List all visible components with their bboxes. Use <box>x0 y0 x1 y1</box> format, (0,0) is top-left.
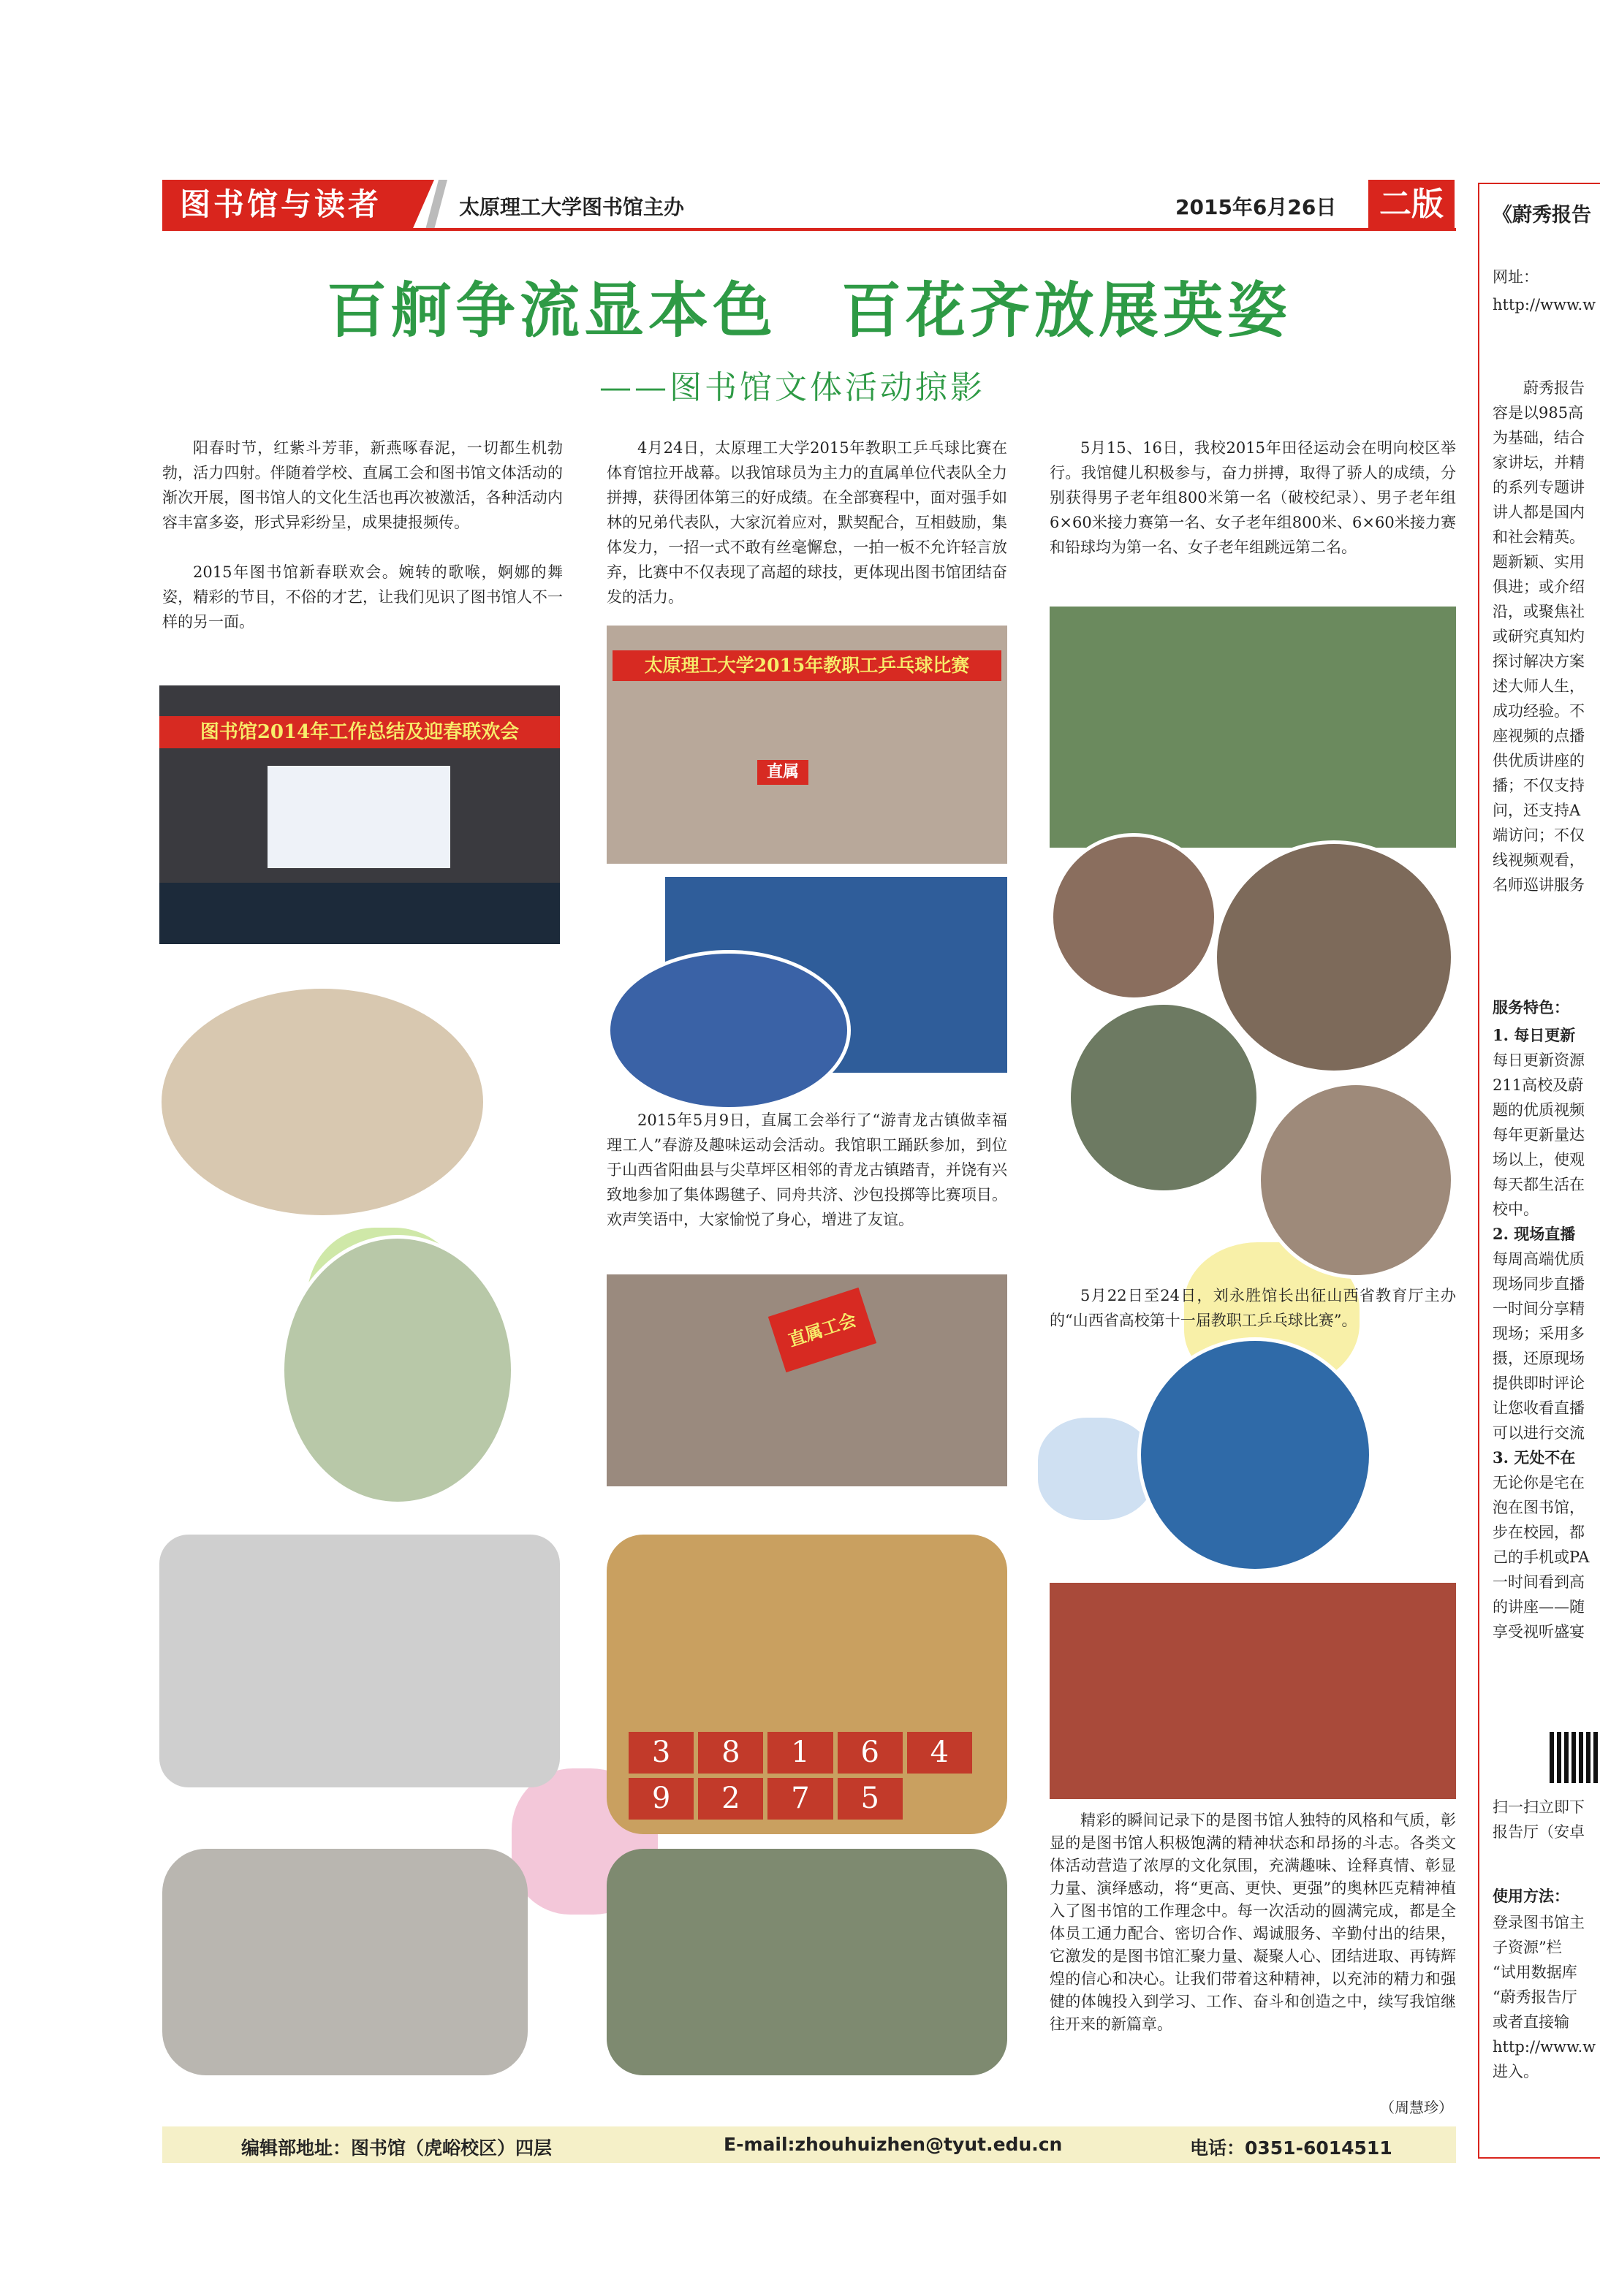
sidebar-line: 进入。 <box>1493 2063 1539 2080</box>
sidebar-line: 享受视听盛宴 <box>1493 1623 1585 1641</box>
photo-director-pingpong <box>1137 1337 1373 1573</box>
sidebar-line: 讲人都是国内 <box>1493 503 1585 521</box>
sidebar-line: 或研究真知灼 <box>1493 628 1585 645</box>
sidebar-line: “试用数据库 <box>1493 1964 1577 1981</box>
sidebar-line: 现场同步直播 <box>1493 1275 1585 1293</box>
sidebar-line: 登录图书馆主 <box>1493 1914 1585 1931</box>
sidebar-line: 每周高端优质 <box>1493 1250 1585 1268</box>
sidebar-line: 无论你是宅在 <box>1493 1474 1585 1491</box>
photo-old-town-walk <box>607 1849 1007 2075</box>
sidebar-line: 的系列专题讲 <box>1493 479 1585 496</box>
sidebar-line: 一时间分享精 <box>1493 1300 1585 1318</box>
sidebar-line: 每年更新量达 <box>1493 1126 1585 1144</box>
photo-spring-gala <box>159 685 560 944</box>
sidebar-line: 可以进行交流 <box>1493 1424 1585 1442</box>
sidebar-line: 的讲座——随 <box>1493 1598 1585 1616</box>
grid-cell: 4 <box>907 1732 972 1774</box>
sidebar-line: 座视频的点播 <box>1493 727 1585 745</box>
sidebar-line: 现场；采用多 <box>1493 1325 1585 1342</box>
sidebar-line: 探讨解决方案 <box>1493 653 1585 670</box>
sidebar-line: 场以上，使观 <box>1493 1151 1585 1168</box>
union-flag: 直属工会 <box>768 1288 876 1372</box>
features-heading: 服务特色： <box>1493 999 1569 1016</box>
masthead-title: 图书馆与读者 <box>180 186 382 222</box>
photo-gym-games <box>607 1535 1007 1834</box>
feature-title: 3. 无处不在 <box>1493 1448 1576 1467</box>
decor-blob-blue <box>1038 1418 1155 1520</box>
edition-badge: 二版 <box>1368 180 1455 229</box>
track-meet-paragraph: 5月15、16日，我校2015年田径运动会在明向校区举行。我馆健儿积极参与，奋力拼搏，取得了骄人的成绩，分别获得男子老年组800米第一名（破校纪录）、男子老年组6×60米接力赛第一名、女子老年组800米、6×60米接力赛和铅球均为第一名、女子老年组跳远第二名。 <box>1050 439 1456 556</box>
grid-cell: 7 <box>767 1778 833 1820</box>
sidebar-line: 子资源”栏 <box>1493 1939 1562 1956</box>
photo-pingpong-player <box>607 950 851 1111</box>
sidebar-line: 蔚秀报告 <box>1523 379 1585 397</box>
column-2 <box>607 436 1007 609</box>
author-signature: （周慧珍） <box>1380 2099 1453 2116</box>
column-3-mid <box>1050 1283 1456 1333</box>
sidebar-line: 泡在图书馆， <box>1493 1499 1585 1516</box>
photo-gala-singers-2 <box>162 1849 528 2075</box>
pingpong-paragraph: 4月24日，太原理工大学2015年教职工乒乓球比赛在体育馆拉开战幕。以我馆球员为主力的直属单位代表队全力拼搏，获得团体第三的好成绩。在全部赛程中，面对强手如林的兄弟代表队，大家沉着应对，默契配合，互相鼓励，集体发力，一招一式不敢有丝毫懈怠，一拍一板不允许轻言放弃，比赛中不仅表现了高超的球技，更体现出图书馆团结奋发的活力。 <box>607 439 1007 606</box>
sidebar-line: 让您收看直播 <box>1493 1399 1585 1417</box>
photo-gala-duet <box>158 985 487 1219</box>
grid-cell: 9 <box>629 1778 694 1820</box>
photo-pingpong-team <box>607 626 1007 864</box>
spring-gala-paragraph: 2015年图书馆新春联欢会。婉转的歌喉，婀娜的舞姿，精彩的节目，不俗的才艺，让我们见识了图书馆人不一样的另一面。 <box>162 563 563 631</box>
photo-relay-runner <box>1067 1001 1260 1194</box>
sidebar-line: 摄，还原现场 <box>1493 1350 1585 1367</box>
grid-cell: 8 <box>698 1732 763 1774</box>
sidebar-intro <box>1493 376 1585 897</box>
sidebar-line: 步在校园，都 <box>1493 1524 1585 1541</box>
sidebar-title: 《蔚秀报告 <box>1493 204 1591 227</box>
spring-outing-paragraph: 2015年5月9日，直属工会举行了“游青龙古镇做幸福理工人”春游及趣味运动会活动。我馆职工踊跃参加，到位于山西省阳曲县与尖草坪区相邻的青龙古镇踏青，并饶有兴致地参加了集体踢毽子、同舟共济、沙包投掷等比赛项目。欢声笑语中，大家愉悦了身心，增进了友谊。 <box>607 1111 1007 1228</box>
sidebar-line: 报告厅（安卓 <box>1493 1823 1585 1841</box>
grid-cell: 2 <box>698 1778 763 1820</box>
sidebar-line: 校中。 <box>1493 1201 1539 1218</box>
grid-cell: 3 <box>629 1732 694 1774</box>
team-sign: 直属 <box>757 760 808 785</box>
photo-gala-performers <box>159 1535 560 1787</box>
sidebar-line: 线视频观看， <box>1493 851 1585 869</box>
feature-title: 1. 每日更新 <box>1493 1026 1576 1044</box>
photo-long-jump <box>1050 607 1456 848</box>
feature-title: 2. 现场直播 <box>1493 1225 1576 1243</box>
gala-banner: 图书馆2014年工作总结及迎春联欢会 <box>159 716 560 748</box>
column-3 <box>1050 436 1456 560</box>
qr-code[interactable] <box>1550 1732 1600 1783</box>
number-grid <box>629 1732 972 1820</box>
sidebar-line: 每日更新资源 <box>1493 1052 1585 1069</box>
sidebar-scan <box>1493 1795 1585 1844</box>
sidebar-line: 播；不仅支持 <box>1493 777 1585 794</box>
column-1 <box>162 436 563 634</box>
sidebar-line[interactable]: http://www.w <box>1493 2038 1596 2056</box>
intro-paragraph: 阳春时节，红紫斗芳菲，新燕啄春泥，一切都生机勃勃，活力四射。伴随着学校、直属工会和图书馆文体活动的渐次开展，图书馆人的文化生活也再次被激活，各种活动内容丰富多姿，形式异彩纷呈，成果捷报频传。 <box>162 439 563 531</box>
photo-sprint-runner <box>1050 833 1218 1001</box>
sidebar-line: 成功经验。不 <box>1493 702 1585 720</box>
sidebar-line: 或者直接输 <box>1493 2013 1569 2031</box>
sidebar-url-label: 网址： <box>1493 268 1539 286</box>
photo-spectators <box>1257 1082 1455 1279</box>
sidebar-line: 端访问；不仅 <box>1493 826 1585 844</box>
sidebar-line: 为基础，结合 <box>1493 429 1585 446</box>
usage-heading: 使用方法： <box>1493 1888 1569 1905</box>
provincial-match-paragraph: 5月22日至24日，刘永胜馆长出征山西省教育厅主办的“山西省高校第十一届教职工乒乓球比赛”。 <box>1050 1287 1456 1329</box>
sidebar-line: 述大师人生， <box>1493 677 1585 695</box>
sidebar-line: 容是以985高 <box>1493 404 1584 422</box>
sidebar-line: 沿，或聚焦社 <box>1493 603 1585 620</box>
footer-phone: 电话：0351-6014511 <box>1190 2137 1392 2159</box>
sidebar-line: “蔚秀报告厅 <box>1493 1988 1577 2006</box>
footer-address: 编辑部地址：图书馆（虎峪校区）四层 <box>241 2137 553 2159</box>
page-subtitle: ——图书馆文体活动掠影 <box>599 369 985 406</box>
column-3-closing <box>1050 1809 1456 2036</box>
sidebar-url[interactable]: http://www.w <box>1493 296 1596 313</box>
photo-gala-singer <box>281 1235 515 1505</box>
sidebar-line: 扫一扫立即下 <box>1493 1798 1585 1816</box>
audience-chairs <box>159 883 560 944</box>
sidebar-line: 一时间看到高 <box>1493 1573 1585 1591</box>
grid-cell: 6 <box>838 1732 903 1774</box>
header-rule <box>162 228 1456 231</box>
footer-email[interactable]: E-mail:zhouhuizhen@tyut.edu.cn <box>724 2134 1063 2155</box>
column-2-lower <box>607 1108 1007 1232</box>
closing-paragraph: 精彩的瞬间记录下的是图书馆人独特的风格和气质，彰显的是图书馆人积极饱满的精神状态和昂扬的斗志。各类文体活动营造了浓厚的文化氛围，充满趣味、诠释真情、彰显力量、演绎感动，将“更高、更快、更强”的奥林匹克精神植入了图书馆的工作理念中。每一次活动的圆满完成，都是全体员工通力配合、密切合作、竭诚服务、辛勤付出的结果，它激发的是图书馆汇聚力量、凝聚人心、团结进取、再铸辉煌的信心和决心。让我们带着这种精神，以充沛的精力和强健的体魄投入到学习、工作、奋斗和创造之中，续写我馆继往开来的新篇章。 <box>1050 1812 1456 2033</box>
sidebar-line: 和社会精英。 <box>1493 528 1585 546</box>
sidebar-line: 供优质讲座的 <box>1493 752 1585 769</box>
sidebar-line: 家讲坛，并精 <box>1493 454 1585 471</box>
photo-provincial-team <box>1050 1583 1456 1799</box>
photo-race-finish <box>1213 840 1455 1074</box>
sidebar-line: 211高校及蔚 <box>1493 1076 1584 1094</box>
sidebar-line: 每天都生活在 <box>1493 1176 1585 1193</box>
sidebar-line: 题的优质视频 <box>1493 1101 1585 1119</box>
sidebar-line: 提供即时评论 <box>1493 1375 1585 1392</box>
sidebar-line: 题新颖、实用 <box>1493 553 1585 571</box>
sidebar-line: 名师巡讲服务 <box>1493 876 1585 894</box>
grid-cell: 1 <box>767 1732 833 1774</box>
pingpong-banner: 太原理工大学2015年教职工乒乓球比赛 <box>613 650 1001 681</box>
projection-screen <box>268 766 450 868</box>
sidebar-usage <box>1493 1910 1596 2084</box>
grid-cell: 5 <box>838 1778 903 1820</box>
feature-daily-update <box>1493 1023 1589 1644</box>
sidebar-line: 己的手机或PA <box>1493 1548 1590 1566</box>
page-title: 百舸争流显本色 百花齐放展英姿 <box>326 276 1292 346</box>
photo-group-outing <box>607 1274 1007 1486</box>
sponsor-text: 太原理工大学图书馆主办 <box>459 195 685 219</box>
issue-date: 2015年6月26日 <box>1175 195 1337 219</box>
sidebar-line: 俱进；或介绍 <box>1493 578 1585 596</box>
sidebar-line: 问，还支持A <box>1493 802 1581 819</box>
